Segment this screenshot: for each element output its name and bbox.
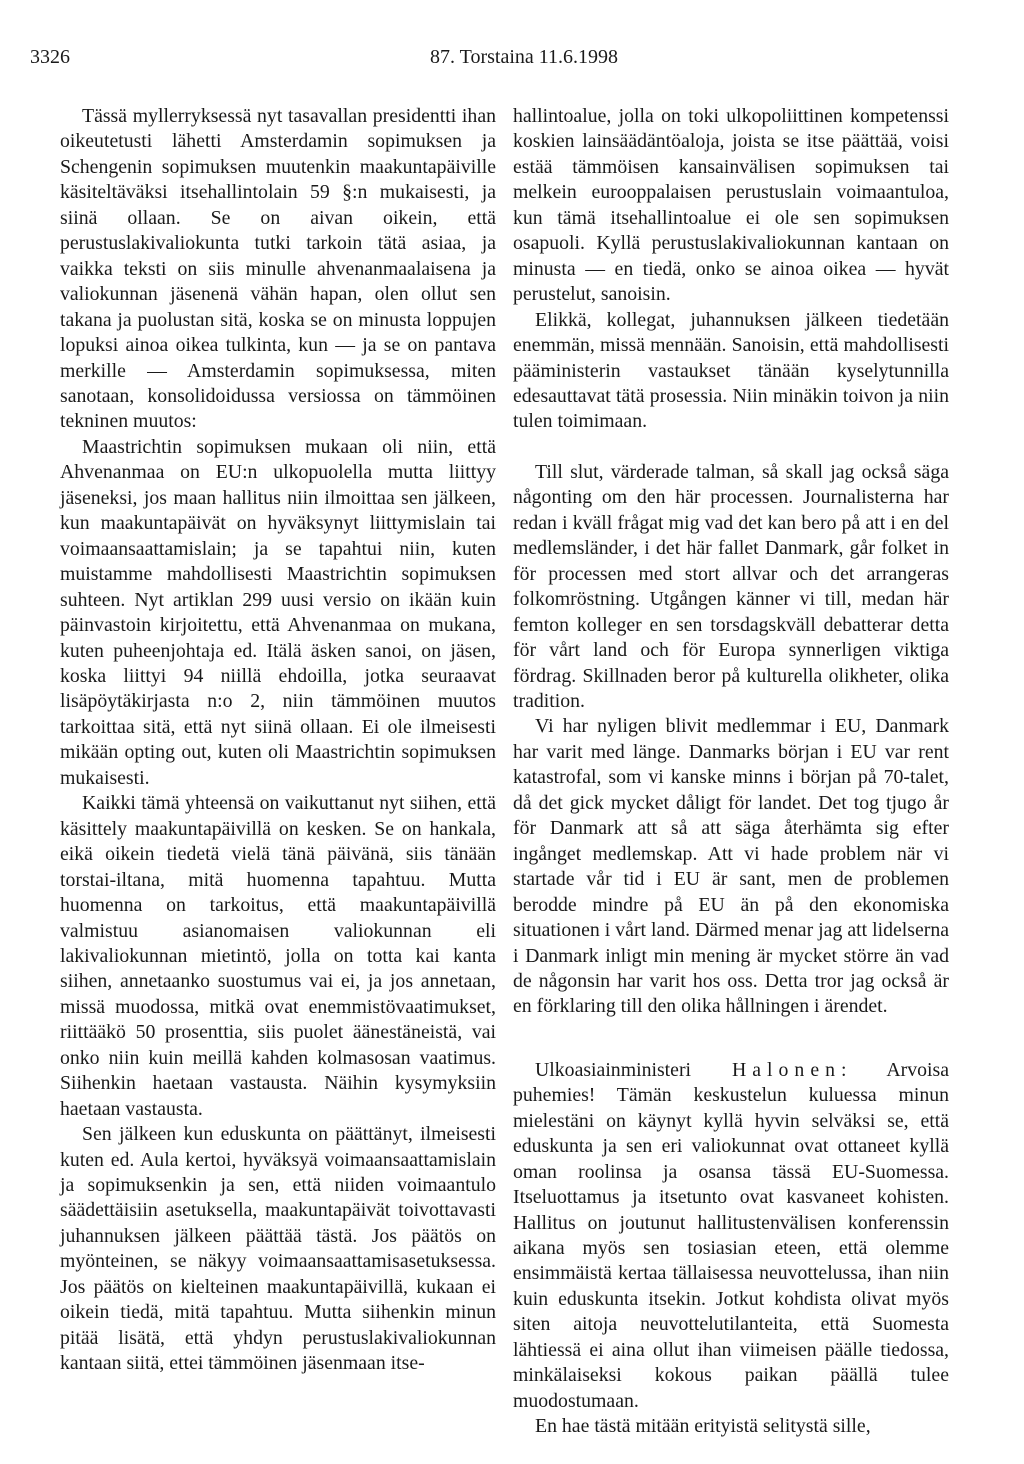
right-column [513, 104, 949, 1440]
paragraph: Elikkä, kollegat, juhannuksen jälkeen tiedetään enemmän, missä mennään. Sanoisin, että mahdollisesti pääministerin vastaukset tänään kyselytunnilla edesauttavat tätä prosessia. Niin minäkin toivon ja niin tulen toimimaan. [513, 308, 949, 433]
speaker-paragraph [513, 1058, 949, 1414]
paragraph: hallintoalue, jolla on toki ulkopoliittinen kompetenssi koskien lainsäädäntöaloja, joista se itse päättää, voisi estää tämmöisen kansainvälisen sopimuksen tai melkein eurooppalaisen perustuslain voimaantuloa, kun tämä itsehallintoalue ei ole sen sopimuksen osapuoli. Kyllä perustuslakivaliokunnan kantaan on minusta — en tiedä, onko se ainoa oikea — hyvät perustelut, sanoisin. [513, 105, 949, 306]
speaker-salutation: : Arvoisa [841, 1058, 949, 1081]
page-number: 3326 [30, 46, 70, 68]
left-column [60, 104, 496, 1377]
paragraph: Maastrichtin sopimuksen mukaan oli niin, että Ahvenanmaa on EU:n ulkopuolella mutta liittyy jäseneksi, jos maan hallitus niin ilmoittaa sen jälkeen, kun maakuntapäivät on hyväksynyt liittymislain tai voimaansaattamislain; ja se tapahtui niin, kuten muistamme mahdollisesti Maastrichtin sopimuksen suhteen. Nyt artiklan 299 uusi versio on ikään kuin päinvastoin kirjoitettu, että Ahvenanmaa on mukana, kuten puheenjohtaja ed. Itälä äsken sanoi, on jäsen, koska liittyi 94 niillä ehdoilla, jotka seuraavat lisäpöytäkirjasta n:o 2, niin tämmöinen muutos tarkoittaa sitä, että nyt siinä ollaan. Ei ole ilmeisesti mikään opting out, kuten oli Maastrichtin sopimuksen mukaisesti. [60, 435, 496, 789]
paragraph: En hae tästä mitään erityistä selitystä sille, [535, 1415, 871, 1438]
paragraph: Kaikki tämä yhteensä on vaikuttanut nyt siihen, että käsittely maakuntapäivillä on kesken. Se on hankala, eikä oikein tiedetä vielä tänä päivänä, siis tänään torstai-iltana, mitä huomenna tapahtuu. Mutta huomenna on tarkoitus, että maakuntapäivillä valmistuu asianomaisen valiokunnan eli lakivaliokunnan mietintö, jolla on totta kai kanta siihen, annetaanko suostumus vai ei, ja jos annetaan, missä muodossa, mitkä ovat enemmistövaatimukset, riittääkö 50 prosenttia, siis puolet äänestäneistä, vai onko niin kuin meillä kahden kolmasosan vaatimus. Siihenkin haetaan vastausta. Näihin kysymyksiin haetaan vastausta. [60, 792, 496, 1120]
speaker-title: Ulkoasiainministeri [535, 1058, 692, 1081]
paragraph: Vi har nyligen blivit medlemmar i EU, Danmark har varit med länge. Danmarks början i EU var rent katastrofal, som vi kanske minns i början på 70-talet, då det gick mycket dåligt för landet. Det tog tjugo år för Danmark att så att säga återhämta sig efter ingånget medlemskap. Att vi hade problem när vi startade vår tid i EU är sant, men de problemen berodde mindre på EU än på den ekonomiska situationen i vårt land. Därmed menar jag att lidelserna i Danmark inligt min mening är mycket större än vad de någonsin har varit hos oss. Detta tror jag också är en förklaring till den olika hållningen i ärendet. [513, 715, 949, 1018]
running-head: 87. Torstaina 11.6.1998 [430, 46, 619, 68]
paragraph: Sen jälkeen kun eduskunta on päättänyt, ilmeisesti kuten ed. Aula kertoi, hyväksyä voimaansaattamislain ja sopimuksenkin ja sen, että niiden voimaantulo säädettäisiin asetuksella, maakuntapäivät toivottavasti juhannuksen jälkeen päättää tästä. Jos päätös on myönteinen, se näkyy voimaansaattamisasetuksessa. Jos päätös on kielteinen maakuntapäivillä, kukaan ei oikein tiedä, mitä tapahtuu. Mutta siihenkin minun pitää lisätä, että yhdyn perustuslakivaliokunnan kantaan siitä, ettei tämmöinen jäsenmaan itse- [60, 1123, 496, 1375]
speaker-name: Halonen [731, 1058, 841, 1081]
paragraph: Tässä myllerryksessä nyt tasavallan presidentti ihan oikeutetusti lähetti Amsterdamin sopimuksen ja Schengenin sopimuksen muutenkin maakuntapäiville käsiteltäväksi itsehallintolain 59 §:n mukaisesti, ja siinä ollaan. Se on aivan oikein, että perustuslakivaliokunta tutki tarkoin tätä asiaa, ja vaikka teksti on siis minulle ahvenanmaalaisena ja valiokunnan jäsenenä vähän hapan, olen ollut sen takana ja puolustan sitä, koska se on minusta loppujen lopuksi ainoa oikea tulkinta, kun — ja se on pantava merkille — Amsterdamin sopimuksessa, miten sanotaan, konsolidoidussa versiossa on tämmöinen tekninen muutos: [60, 105, 496, 433]
speaker-text: puhemies! Tämän keskustelun kuluessa minun mielestäni on käynyt kyllä hyvin selväksi se, että eduskunta ja sen eri valiokunnat ovat ottaneet kyllä oman roolinsa ja osansa tässä EU-Suomessa. Itseluottamus ja itsetunto ovat kasvaneet kohisten. Hallitus on joutunut hallitustenvälisen konferenssin aikana myös sen tosiasian eteen, että olemme ensimmäistä kertaa tällaisessa neuvottelussa, ihan niin kuin eduskunta itsekin. Jotkut kohdista olivat myös siten aitoja neuvottelutilanteita, että Suomesta lähtiessä ei aina ollut ihan viimeisen päälle tiedossa, minkälaiseksi kokous paikan päällä tulee muodostumaan. [513, 1084, 949, 1412]
paragraph: Till slut, värderade talman, så skall jag också säga någonting om den här processen. Journalisterna har redan i kväll frågat mig vad det kan bero på att i en del medlemsländer, i det här fallet Danmark, går folket in för processen med stort allvar och det arrangeras folkomröstning. Utgången känner vi till, medan här femton kolleger en sen torsdagskväll debatterar detta för vårt land och för Europa synnerligen viktiga fördrag. Skillnaden beror på kulturella olikheter, olika tradition. [513, 460, 949, 712]
page-header [30, 46, 980, 76]
